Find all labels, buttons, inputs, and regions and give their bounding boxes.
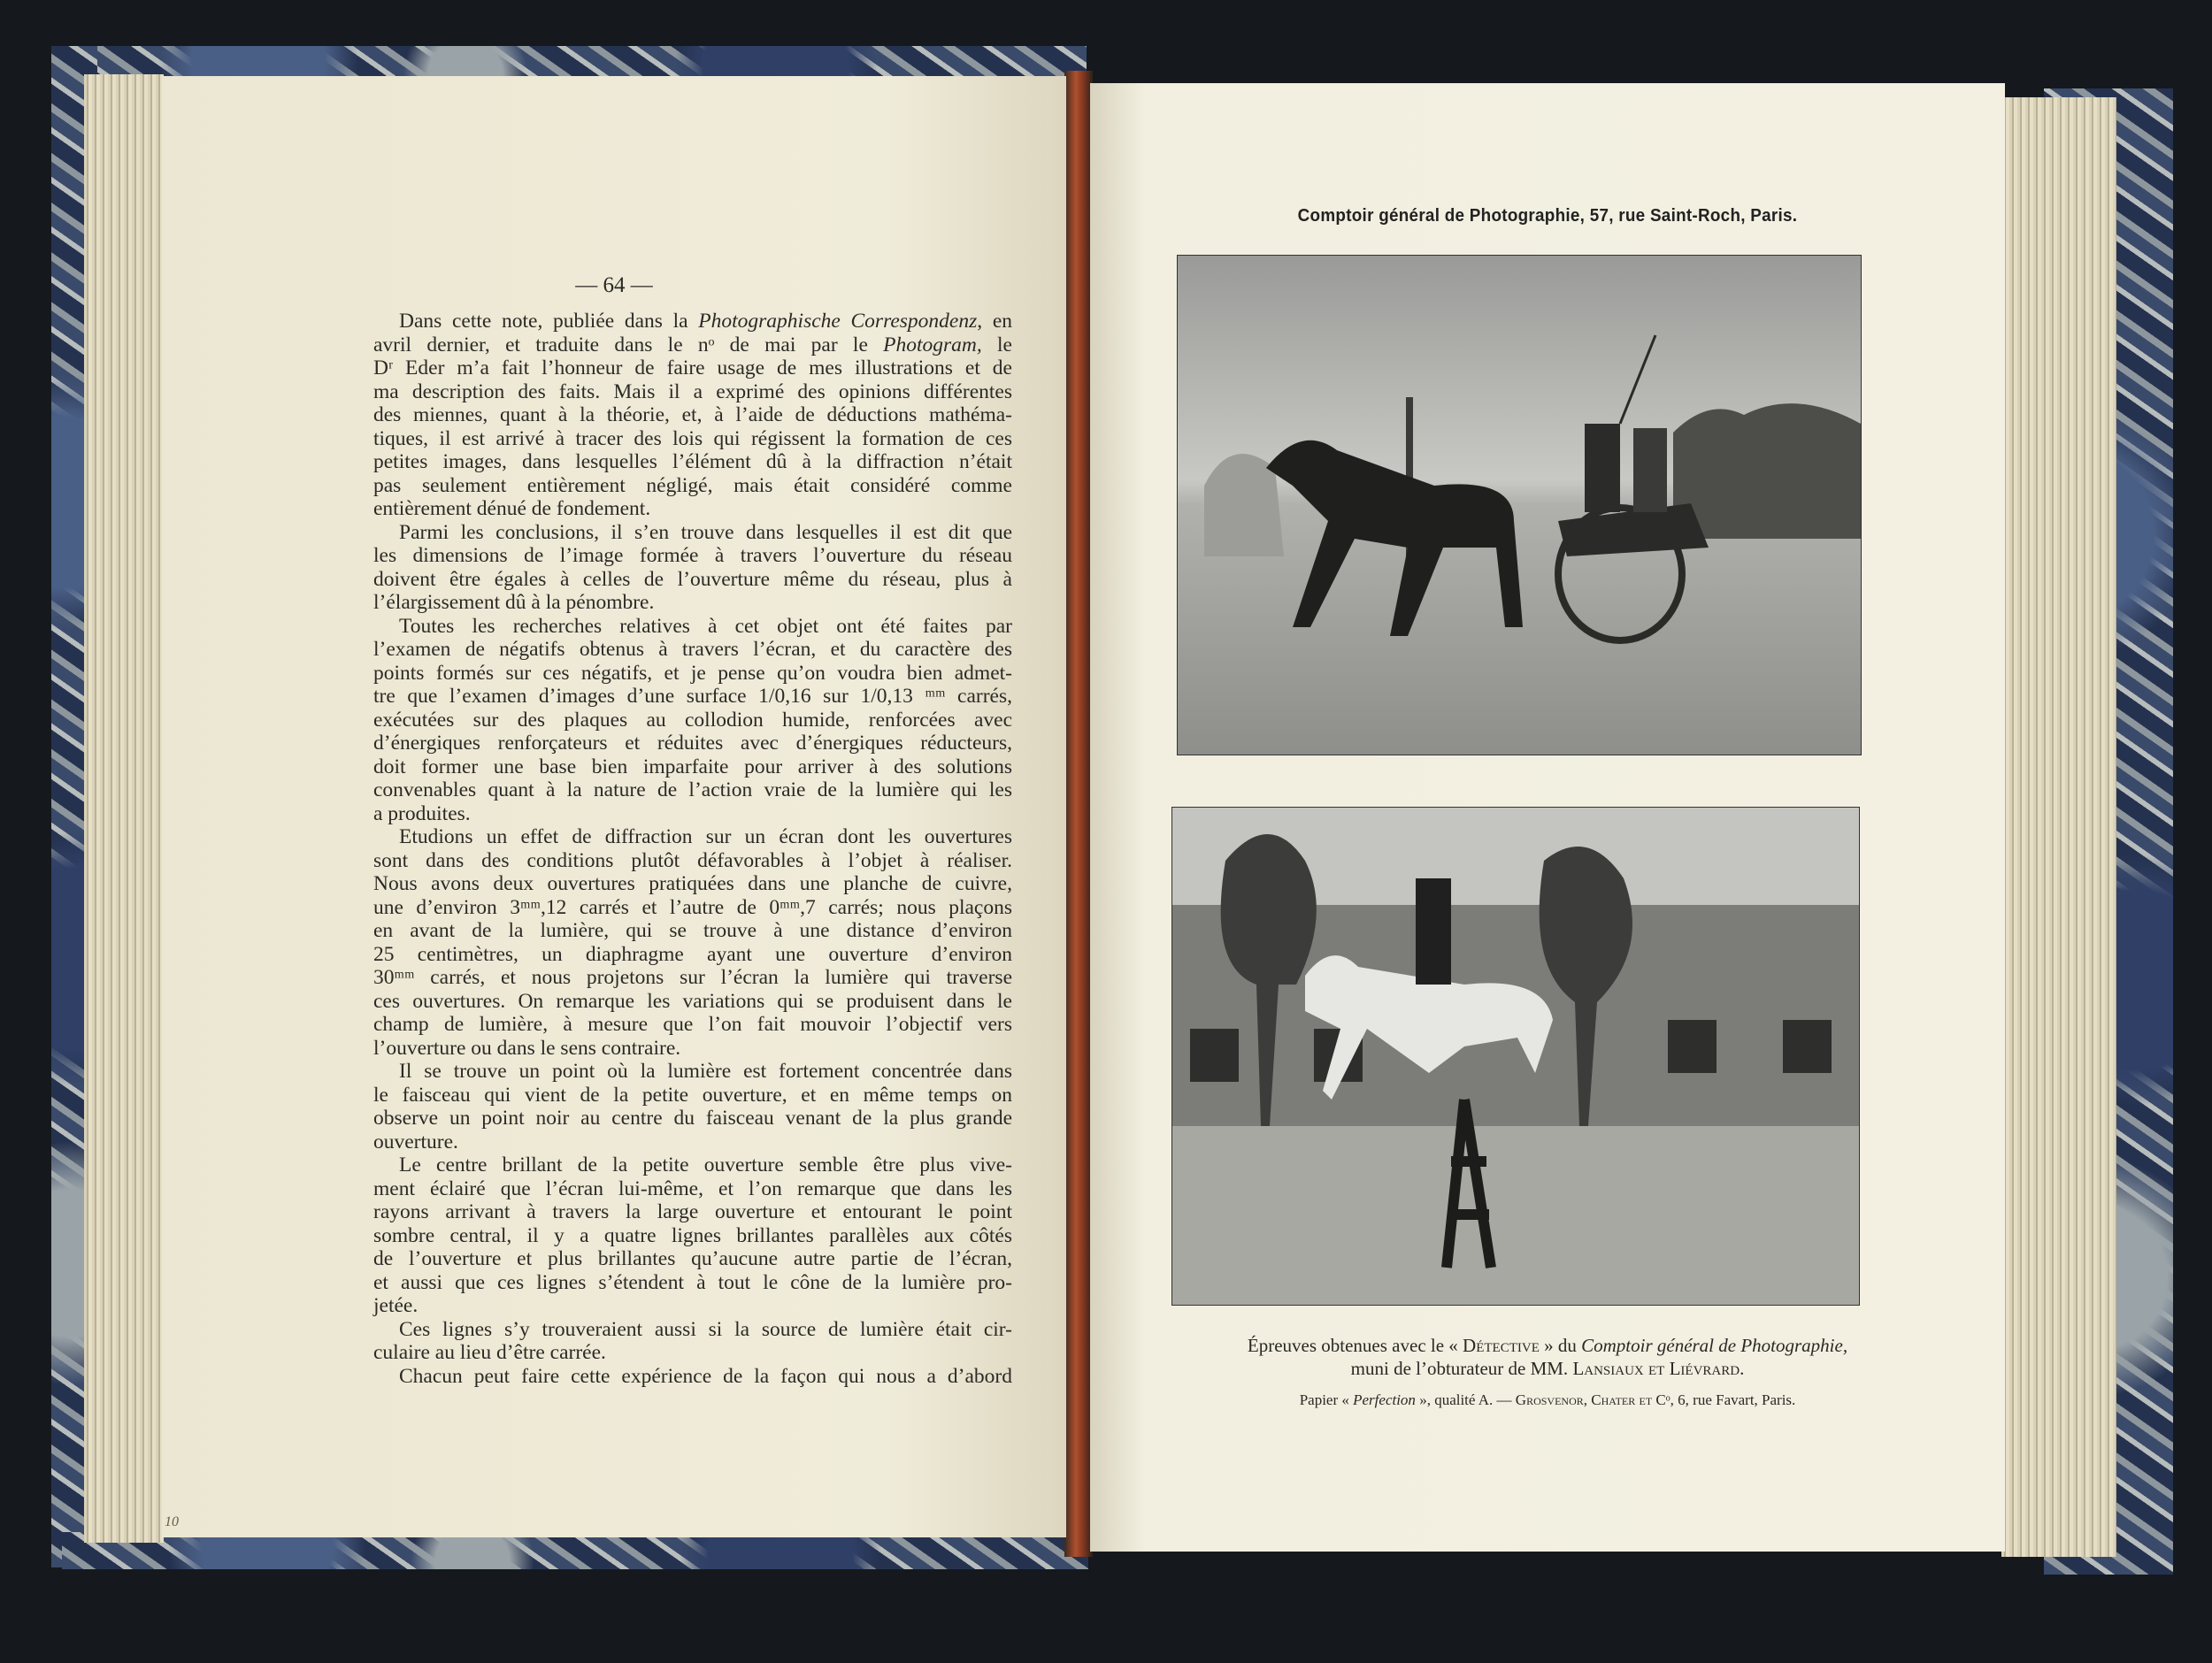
text-line: [373, 1037, 1012, 1061]
text-line: [373, 896, 1012, 920]
text-run: Ces lignes s’y trouveraient aussi si la source de lumière était cir-: [399, 1317, 1012, 1341]
text-line: [373, 849, 1012, 873]
text-line: [373, 638, 1012, 662]
text-run: l’élargissement dû à la pénombre.: [373, 591, 655, 614]
text-run: », qualité A. —: [1415, 1391, 1516, 1408]
plate-header: Comptoir général de Photographie, 57, rue Saint-Roch, Paris.: [1297, 205, 1798, 226]
text-run: observe un point noir au centre du faisceau venant de la plus grande: [373, 1107, 1012, 1130]
text-run: Dʳ Eder m’a fait l’honneur de faire usage de mes illustrations et de: [373, 356, 1012, 379]
text-run: entièrement dénué de fondement.: [373, 497, 651, 520]
text-run: ma description des faits. Mais il a exprimé des opinions différentes: [373, 379, 1012, 403]
text-run: doit former une base bien imparfaite pour arriver à des solutions: [373, 755, 1012, 778]
text-line: [373, 802, 1012, 826]
text-run: » du: [1539, 1335, 1582, 1356]
italic-run: Perfection: [1353, 1391, 1416, 1408]
paragraph: [373, 1365, 1012, 1389]
text-line: [373, 1294, 1012, 1318]
text-run: Il se trouve un point où la lumière est fortement concentrée dans: [399, 1060, 1012, 1083]
text-run: tiques, il est arrivé à tracer des lois qui régissent la formation de ces: [373, 426, 1012, 450]
text-run: Le centre brillant de la petite ouverture semble être plus vive-: [399, 1153, 1012, 1176]
text-run: l’ouverture ou dans le sens contraire.: [373, 1036, 681, 1060]
text-line: [373, 1271, 1012, 1295]
text-line: [373, 943, 1012, 967]
text-line: [373, 568, 1012, 592]
text-line: [373, 591, 1012, 615]
text-line: [373, 333, 1012, 357]
text-run: en avant de la lumière, qui se trouve à une distance d’environ: [373, 919, 1012, 942]
page-number: — 64 —: [575, 273, 653, 297]
text-run: de l’ouverture et plus brillantes qu’aucune autre partie de l’écran,: [373, 1247, 1012, 1270]
text-line: [373, 1153, 1012, 1177]
text-run: champ de lumière, à mesure que l’on fait mouvoir l’objectif vers: [373, 1013, 1012, 1036]
text-line: [373, 450, 1012, 474]
horse-jump-image: [1172, 808, 1859, 1305]
text-line: [373, 521, 1012, 545]
text-line: [373, 966, 1012, 990]
text-run: tre que l’examen d’images d’une surface 1/0,16 sur 1/0,13 ᵐᵐ carrés,: [373, 685, 1012, 708]
text-line: [373, 1060, 1012, 1084]
book-spine: [1064, 71, 1093, 1557]
book-cover-bottom-left: [62, 1532, 1088, 1569]
text-line: [373, 403, 1012, 427]
text-run: doivent être égales à celles de l’ouverture même du réseau, plus à: [373, 567, 1012, 591]
text-run: Etudions un effet de diffraction sur un écran dont les ouvertures: [399, 825, 1012, 848]
left-page: [162, 76, 1066, 1537]
text-run: convenables quant à la nature de l’action vraie de la lumière qui les: [373, 778, 1012, 801]
text-run: avril dernier, et traduite dans le nᵒ de mai par le: [373, 333, 884, 356]
photo-horse-jump: [1171, 807, 1860, 1306]
text-run: muni de l’obturateur de MM.: [1350, 1358, 1573, 1379]
text-line: [373, 990, 1012, 1014]
text-line: [373, 662, 1012, 686]
text-line: [373, 755, 1012, 779]
text-line: [373, 1224, 1012, 1248]
plate-credit: [1090, 1391, 2005, 1409]
text-run: Chacun peut faire cette expérience de la façon qui nous a d’abord: [399, 1364, 1012, 1388]
text-run: 30ᵐᵐ carrés, et nous projetons sur l’écran la lumière qui traverse: [373, 966, 1012, 989]
text-line: [373, 1247, 1012, 1271]
paragraph: [373, 1060, 1012, 1153]
text-line: [373, 1318, 1012, 1342]
text-line: [373, 544, 1012, 568]
text-run: des miennes, quant à la théorie, et, à l’aide de déductions mathéma-: [373, 403, 1012, 426]
text-line: [373, 732, 1012, 755]
paragraph: [373, 310, 1012, 521]
text-line: [373, 356, 1012, 380]
paragraph: [373, 615, 1012, 826]
text-run: a produites.: [373, 801, 471, 825]
text-run: pas seulement entièrement négligé, mais était considéré comme: [373, 473, 1012, 497]
text-run: les dimensions de l’image formée à travers l’ouverture du réseau: [373, 544, 1012, 567]
right-page: [1090, 83, 2005, 1552]
text-run: et aussi que ces lignes s’étendent à tout le cône de la lumière pro-: [373, 1270, 1012, 1294]
italic-run: Photographische Correspondenz: [698, 310, 978, 333]
text-line: [373, 872, 1012, 896]
text-line: [373, 685, 1012, 709]
italic-run: Comptoir général de Photographie,: [1581, 1335, 1848, 1356]
text-run: , 6, rue Favart, Paris.: [1670, 1391, 1796, 1408]
text-run: culaire au lieu d’être carrée.: [373, 1341, 606, 1364]
text-line: [373, 1177, 1012, 1201]
paragraph: [373, 825, 1012, 1060]
text-run: l’examen de négatifs obtenus à travers l’écran, et du caractère des: [373, 638, 1012, 661]
text-run: ouverture.: [373, 1130, 458, 1153]
caption-line: [1090, 1357, 2005, 1380]
text-line: [373, 497, 1012, 521]
text-run: jetée.: [373, 1294, 419, 1317]
text-line: [373, 1084, 1012, 1107]
plate-caption: [1090, 1334, 2005, 1380]
text-run: exécutées sur des plaques au collodion humide, renforcées avec: [373, 708, 1012, 732]
text-run: ces ouvertures. On remarque les variations qui se produisent dans le: [373, 989, 1012, 1013]
text-line: [373, 1341, 1012, 1365]
text-run: Nous avons deux ouvertures pratiquées dans une planche de cuivre,: [373, 872, 1012, 895]
text-line: [373, 1130, 1012, 1154]
paragraph: [373, 521, 1012, 615]
text-run: ment éclairé que l’écran lui-même, et l’on remarque que dans les: [373, 1176, 1012, 1200]
text-run: 25 centimètres, un diaphragme ayant une ouverture d’environ: [373, 942, 1012, 966]
text-line: [373, 1107, 1012, 1130]
text-run: Parmi les conclusions, il s’en trouve dans lesquelles il est dit que: [399, 520, 1012, 544]
page-stack-right: [2001, 97, 2116, 1557]
text-line: [373, 310, 1012, 333]
margin-mark: 10: [165, 1514, 179, 1529]
text-line: [373, 615, 1012, 639]
small-caps-run: Grosvenor, Chater et Cᵒ: [1515, 1391, 1671, 1408]
body-text: [373, 310, 1012, 1388]
small-caps-run: Détective: [1463, 1335, 1540, 1356]
text-line: [373, 1200, 1012, 1224]
paragraph: [373, 1318, 1012, 1365]
text-line: [373, 1013, 1012, 1037]
text-run: le faisceau qui vient de la petite ouverture, et en même temps on: [373, 1083, 1012, 1107]
paragraph: [373, 1153, 1012, 1318]
text-line: [373, 778, 1012, 802]
text-run: , en: [977, 310, 1013, 333]
small-caps-run: Lansiaux et Liévrard.: [1572, 1358, 1745, 1379]
text-line: [373, 474, 1012, 498]
page-stack-left: [84, 74, 164, 1543]
text-line: [373, 380, 1012, 404]
text-run: sombre central, il y a quatre lignes brillantes parallèles aux côtés: [373, 1223, 1012, 1247]
text-run: points formés sur ces négatifs, et je pense qu’on voudra bien admet-: [373, 661, 1012, 685]
text-run: le: [981, 333, 1012, 356]
text-run: rayons arrivant à travers la large ouverture et entourant le point: [373, 1200, 1012, 1223]
text-run: Papier «: [1299, 1391, 1354, 1408]
text-line: [373, 1365, 1012, 1389]
text-line: [373, 919, 1012, 943]
photo-horse-carriage: [1177, 255, 1862, 755]
text-run: Toutes les recherches relatives à cet objet ont été faites par: [399, 614, 1012, 638]
text-run: une d’environ 3ᵐᵐ,12 carrés et l’autre de 0ᵐᵐ,7 carrés; nous plaçons: [373, 895, 1012, 919]
text-run: Dans cette note, publiée dans la: [399, 310, 699, 333]
text-run: sont dans des conditions plutôt défavorables à l’objet à réaliser.: [373, 848, 1012, 872]
text-run: Épreuves obtenues avec le «: [1247, 1335, 1463, 1356]
text-run: petites images, dans lesquelles l’élément dû à la diffraction n’était: [373, 450, 1012, 473]
text-line: [373, 427, 1012, 451]
text-line: [373, 709, 1012, 732]
text-line: [373, 825, 1012, 849]
horse-carriage-image: [1178, 256, 1861, 755]
caption-line: [1090, 1334, 2005, 1357]
italic-run: Photogram,: [883, 333, 982, 356]
text-run: d’énergiques renforçateurs et réduites avec d’énergiques réducteurs,: [373, 732, 1012, 755]
